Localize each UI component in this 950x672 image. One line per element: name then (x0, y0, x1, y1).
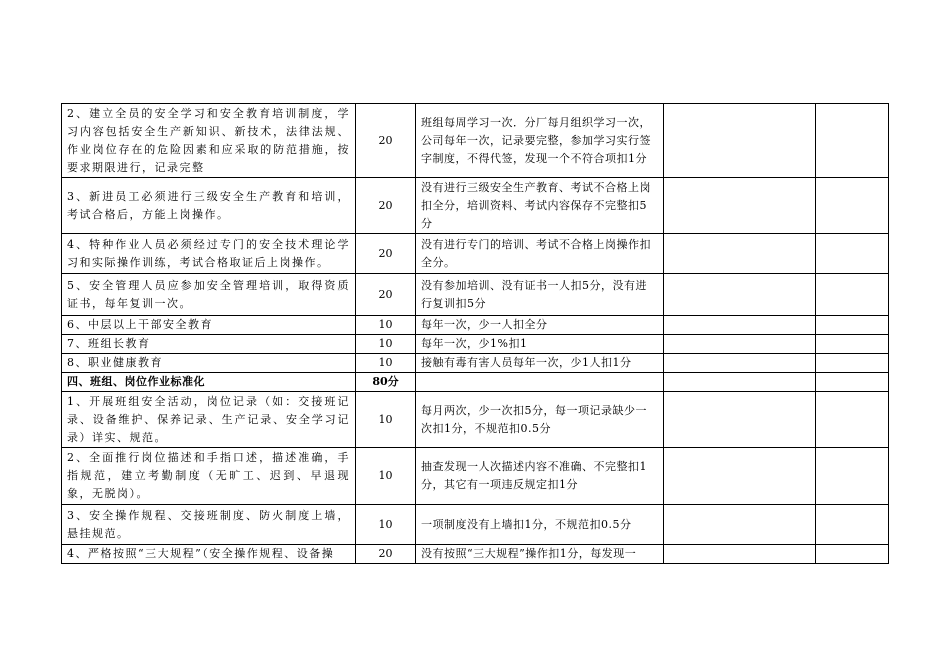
item-text: 4、严格按照“三大规程”（安全操作规程、设备操 (67, 547, 335, 560)
table-row (62, 104, 889, 178)
empty-cell (816, 335, 889, 354)
empty-cell (816, 373, 889, 392)
table-row (62, 335, 889, 354)
score-cell: 20 (356, 274, 416, 316)
item-cell (62, 545, 356, 564)
item-cell: 7、班组长教育 (62, 335, 356, 354)
standard-cell: 没有进行三级安全生产教育、考试不合格上岗扣全分，培训资料、考试内容保存不完整扣5分 (416, 178, 664, 234)
score-cell: 10 (356, 335, 416, 354)
table-row (62, 178, 889, 234)
table-row (62, 392, 889, 448)
empty-cell (816, 354, 889, 373)
empty-cell (816, 104, 889, 178)
score-cell: 10 (356, 354, 416, 373)
standard-cell: 接触有毒有害人员每年一次，少1人扣1分 (416, 354, 664, 373)
score-cell: 20 (356, 178, 416, 234)
section-score: 80分 (356, 373, 416, 392)
standard-cell: 一项制度没有上墙扣1分，不规范扣0.5分 (416, 505, 664, 545)
item-cell: 8、职业健康教育 (62, 354, 356, 373)
score-cell: 20 (356, 234, 416, 274)
table-row (62, 505, 889, 545)
standard-cell: 班组每周学习一次．分厂每月组织学习一次，公司每年一次，记录要完整，参加学习实行签字制度，不得代签，发现一个不符合项扣1分 (416, 104, 664, 178)
empty-cell (664, 448, 816, 505)
empty-cell (664, 354, 816, 373)
empty-cell (664, 373, 816, 392)
empty-cell (816, 545, 889, 564)
item-cell: 2、建立全员的安全学习和安全教育培训制度，学习内容包括安全生产新知识、新技术，法律法规、作业岗位存在的危险因素和应采取的防范措施，按要求期限进行，记录完整 (62, 104, 356, 178)
table-row (62, 234, 889, 274)
empty-cell (816, 505, 889, 545)
score-cell: 20 (356, 545, 416, 564)
standard-cell: 没有进行专门的培训、考试不合格上岗操作扣全分。 (416, 234, 664, 274)
table-row (62, 274, 889, 316)
empty-cell (816, 392, 889, 448)
item-cell: 4、特种作业人员必须经过专门的安全技术理论学习和实际操作训练，考试合格取证后上岗操作。 (62, 234, 356, 274)
standard-cell: 抽查发现一人次描述内容不准确、不完整扣1分，其它有一项违反规定扣1分 (416, 448, 664, 505)
empty-cell (664, 316, 816, 335)
standard-cell: 每年一次，少1%扣1 (416, 335, 664, 354)
item-cell: 1、开展班组安全活动，岗位记录（如：交接班记录、设备维护、保养记录、生产记录、安全学习记录）详实、规范。 (62, 392, 356, 448)
item-cell: 5、安全管理人员应参加安全管理培训，取得资质证书，每年复训一次。 (62, 274, 356, 316)
empty-cell (816, 316, 889, 335)
item-cell: 2、全面推行岗位描述和手指口述，描述准确，手指规范，建立考勤制度（无旷工、迟到、早退现象，无脱岗）。 (62, 448, 356, 505)
table-row (62, 316, 889, 335)
empty-cell (816, 274, 889, 316)
empty-cell (664, 335, 816, 354)
score-cell: 10 (356, 448, 416, 505)
item-cell: 3、安全操作规程、交接班制度、防火制度上墙，悬挂规范。 (62, 505, 356, 545)
empty-cell (664, 104, 816, 178)
item-cell: 3、新进员工必须进行三级安全生产教育和培训，考试合格后，方能上岗操作。 (62, 178, 356, 234)
empty-cell (816, 234, 889, 274)
standard-cell: 每年一次，少一人扣全分 (416, 316, 664, 335)
score-cell: 10 (356, 392, 416, 448)
empty-cell (664, 274, 816, 316)
empty-cell (816, 178, 889, 234)
empty-cell (416, 373, 664, 392)
score-cell: 20 (356, 104, 416, 178)
standard-cell: 没有参加培训、没有证书一人扣5分，没有进行复训扣5分 (416, 274, 664, 316)
empty-cell (664, 178, 816, 234)
table-row (62, 354, 889, 373)
section-row (62, 373, 889, 392)
empty-cell (664, 545, 816, 564)
table-row (62, 545, 889, 564)
section-title: 四、班组、岗位作业标准化 (62, 373, 356, 392)
table-row (62, 448, 889, 505)
standard-cell: 每月两次，少一次扣5分，每一项记录缺少一次扣1分，不规范扣0.5分 (416, 392, 664, 448)
empty-cell (664, 505, 816, 545)
empty-cell (664, 392, 816, 448)
empty-cell (816, 448, 889, 505)
empty-cell (664, 234, 816, 274)
score-cell: 10 (356, 505, 416, 545)
item-cell: 6、中层以上干部安全教育 (62, 316, 356, 335)
score-cell: 10 (356, 316, 416, 335)
standard-text: 没有按照“三大规程”操作扣1分，每发现一 (421, 547, 637, 560)
evaluation-table (61, 103, 889, 564)
standard-cell (416, 545, 664, 564)
